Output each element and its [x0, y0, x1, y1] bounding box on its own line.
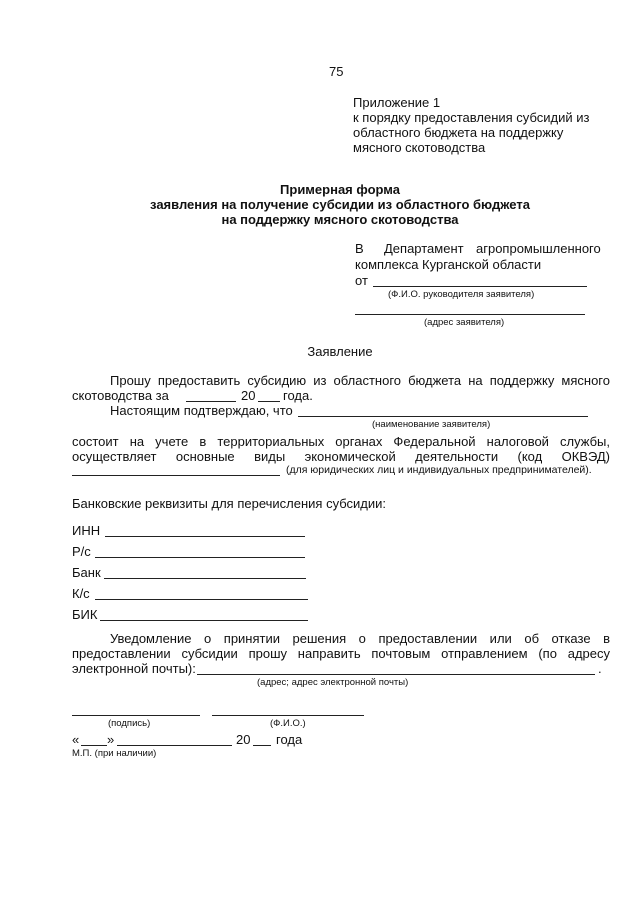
title-line-3: на поддержку мясного скотоводства — [221, 212, 459, 227]
okved-line[interactable] — [72, 475, 280, 476]
bik-line[interactable] — [100, 620, 308, 621]
body-p1-line-2-end: года. — [283, 388, 313, 403]
date-open-quote: « — [72, 732, 80, 747]
signature-line[interactable] — [72, 715, 200, 716]
rs-label: Р/с — [72, 544, 91, 559]
addressee-address-line[interactable] — [355, 314, 585, 315]
applicant-name-line[interactable] — [298, 416, 588, 417]
ks-label: К/с — [72, 586, 90, 601]
date-year-line[interactable] — [253, 745, 271, 746]
appendix-line-4: мясного скотоводства — [353, 140, 486, 155]
addressee-line-2: комплекса Курганской области — [355, 257, 542, 272]
addressee-address-caption: (адрес заявителя) — [424, 317, 505, 328]
applicant-caption: (наименование заявителя) — [372, 419, 491, 430]
body-year-label: 20 — [241, 388, 256, 403]
statement-heading: Заявление — [307, 344, 373, 359]
title-line-2: заявления на получение субсидии из областного бюджета — [150, 197, 530, 212]
addressee-dept: Департамент — [384, 241, 464, 256]
signature-caption: (подпись) — [108, 718, 151, 729]
date-month-line[interactable] — [117, 745, 232, 746]
body-p3-caption: (для юридических лиц и индивидуальных предпринимателей). — [286, 464, 592, 476]
addressee-agro: агропромышленного — [476, 241, 601, 256]
body-p3-line-1: состоит на учете в территориальных органах Федеральной налоговой службы, — [72, 434, 610, 449]
stamp-caption: М.П. (при наличии) — [72, 748, 157, 759]
inn-line[interactable] — [105, 536, 305, 537]
body-p3-line-2: осуществляет основные виды экономической деятельности (код ОКВЭД) — [72, 449, 610, 464]
notice-line-3: электронной почты): — [72, 661, 196, 676]
body-p1-line-1: Прошу предоставить субсидию из областного бюджета на поддержку мясного — [110, 373, 610, 388]
signature-fio-line[interactable] — [212, 715, 364, 716]
date-close-quote: » — [107, 732, 115, 747]
date-end-label: года — [276, 732, 303, 747]
appendix-line-1: Приложение 1 — [353, 95, 441, 110]
title-line-1: Примерная форма — [280, 182, 400, 197]
body-p1-line-2-start: скотоводства за — [72, 388, 169, 403]
notice-line-2: предоставлении субсидии прошу направить почтовым отправлением (по адресу — [72, 646, 610, 661]
notice-line-1: Уведомление о принятии решения о предоставлении или об отказе в — [110, 631, 610, 646]
appendix-line-3: областного бюджета на поддержку — [353, 125, 564, 140]
notice-line-3-end: . — [598, 661, 602, 676]
period-line[interactable] — [186, 401, 236, 402]
ks-line[interactable] — [95, 599, 308, 600]
page-number: 75 — [329, 64, 344, 79]
inn-label: ИНН — [72, 523, 101, 538]
notice-caption: (адрес; адрес электронной почты) — [257, 677, 409, 688]
addressee-from-label: от — [355, 273, 368, 288]
addressee-to-word: В — [355, 241, 364, 256]
notice-address-line[interactable] — [197, 674, 595, 675]
signature-fio-caption: (Ф.И.О.) — [270, 718, 306, 729]
rs-line[interactable] — [95, 557, 305, 558]
addressee-fio-caption: (Ф.И.О. руководителя заявителя) — [388, 289, 535, 300]
bank-line[interactable] — [104, 578, 306, 579]
bik-label: БИК — [72, 607, 98, 622]
body-p2-start: Настоящим подтверждаю, что — [110, 403, 293, 418]
bank-heading: Банковские реквизиты для перечисления субсидии: — [72, 496, 386, 511]
year-line[interactable] — [258, 401, 280, 402]
appendix-line-2: к порядку предоставления субсидий из — [353, 110, 590, 125]
date-day-line[interactable] — [81, 745, 107, 746]
date-year-label: 20 — [236, 732, 251, 747]
addressee-fio-line[interactable] — [373, 286, 587, 287]
bank-label: Банк — [72, 565, 101, 580]
